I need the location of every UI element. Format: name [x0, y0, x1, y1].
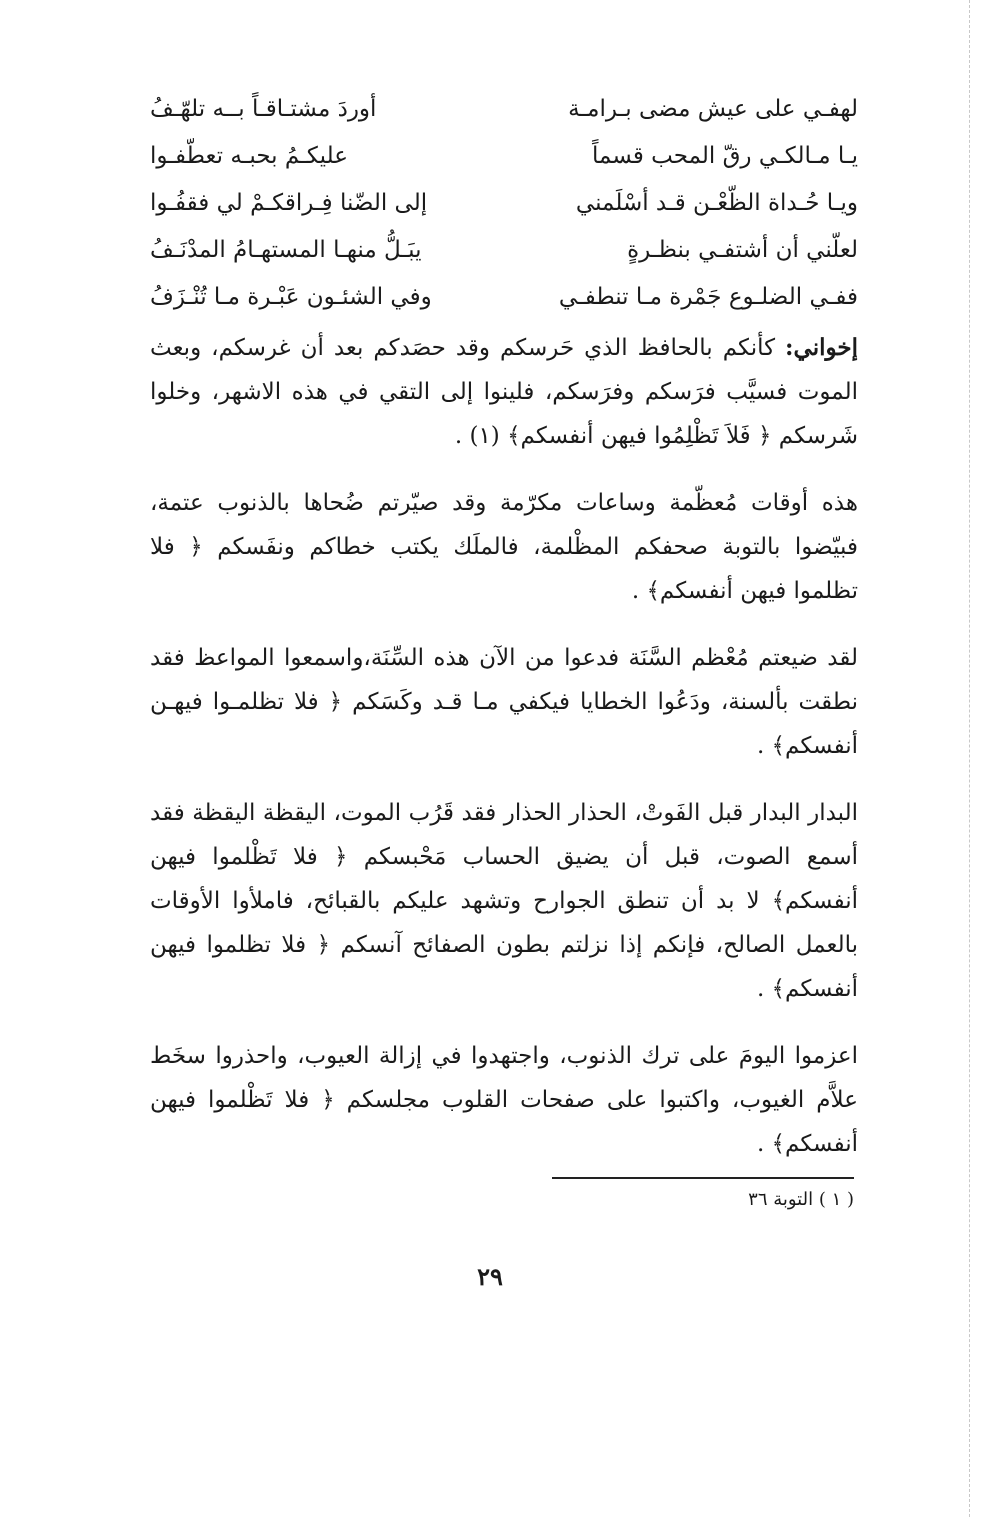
poem-block — [150, 86, 858, 321]
poem-second-hemistich: أوردَ مشتـاقـاً بــه تلهّـفُ — [150, 96, 377, 122]
paragraph-text: البدار البدار قبل الفَوتْ، الحذار الحذار فقد قَرُب الموت، اليقظة اليقظة فقد أسمع الصوت، قبل أن يضيق الحساب مَحْبسكم ﴿ فلا تَظْلموا فيهن أنفسكم﴾ لا بد أن تنطق الجوارح وتشهد عليكم بالقبائح، فاملأوا الأوقات بالعمل الصالح، فإنكم إذا نزلتم بطون الصفائح آنسكم ﴿ فلا تظلموا فيهن أنفسكم﴾ . — [150, 800, 858, 1002]
paragraph-text: اعزموا اليومَ على ترك الذنوب، واجتهدوا في إزالة العيوب، واحذروا سخَط علاَّم الغيوب، واكتبوا على صفحات القلوب مجلسكم ﴿ فلا تَظْلموا فيهن أنفسكم﴾ . — [150, 1043, 858, 1157]
paragraph — [150, 481, 858, 613]
poem-verse — [150, 274, 858, 321]
paragraph-text: لقد ضيعتم مُعْظم السَّنَة فدعوا من الآن هذه السِّنَة،واسمعوا المواعظ فقد نطقت بألسنة، ودَعُوا الخطايا فيكفي مـا قـد وكَسَكم ﴿ فلا تظلمـوا فيهـن أنفسكم﴾ . — [150, 645, 858, 759]
poem-verse — [150, 180, 858, 227]
poem-first-hemistich: ويـا حُـداة الظّعْـن قـد أسْلَمني — [575, 190, 858, 216]
poem-first-hemistich: لهفـي على عيش مضى بـرامـة — [568, 96, 858, 122]
prose-block — [150, 326, 858, 1189]
poem-second-hemistich: عليكـمُ بحبـه تعطّفـوا — [150, 143, 348, 169]
poem-first-hemistich: لعلّني أن أشتفـي بنظـرةٍ — [627, 237, 858, 263]
paragraph — [150, 791, 858, 1011]
poem-verse — [150, 133, 858, 180]
poem-first-hemistich: يـا مـالكـي رقّ المحب قسماً — [592, 143, 858, 169]
paragraph — [150, 636, 858, 768]
scan-edge-line — [969, 0, 970, 1517]
poem-second-hemistich: وفي الشئـون عَبْـرة مـا تُنْـزَفُ — [150, 284, 432, 310]
paragraph-text: كأنكم بالحافظ الذي حَرسكم وقد حصَدكم بعد أن غرسكم، وبعث الموت فسيَّب فرَسكم وفرَسكم، فلينوا إلى التقي في هذه الاشهر، وخلوا شَرسكم ﴿ فَلاَ تَظْلِمُوا فيهن أنفسكم﴾ (١) . — [150, 335, 858, 449]
page-number: ٢٩ — [477, 1262, 503, 1291]
paragraph — [150, 1034, 858, 1166]
poem-first-hemistich: ففـي الضلـوع جَمْرة مـا تنطفـي — [558, 284, 858, 310]
footnote: ( ١ ) التوبة ٣٦ — [748, 1189, 854, 1210]
poem-verse — [150, 227, 858, 274]
paragraph — [150, 326, 858, 458]
poem-second-hemistich: إلى الضّنا فِـراقكـمْ لي فقفُـوا — [150, 190, 428, 216]
footnote-rule — [552, 1177, 854, 1179]
poem-second-hemistich: يبَـلُّ منهـا المستهـامُ المدْنَـفُ — [150, 237, 422, 263]
paragraph-lead: إخواني: — [785, 334, 858, 361]
poem-verse — [150, 86, 858, 133]
paragraph-text: هذه أوقات مُعظّمة وساعات مكرّمة وقد صيّرتم ضُحاها بالذنوب عتمة، فبيّضوا بالتوبة صحفكم المظْلمة، فالملَك يكتب خطاكم ونفَسكم ﴿ فلا تظلموا فيهن أنفسكم﴾ . — [150, 490, 858, 604]
